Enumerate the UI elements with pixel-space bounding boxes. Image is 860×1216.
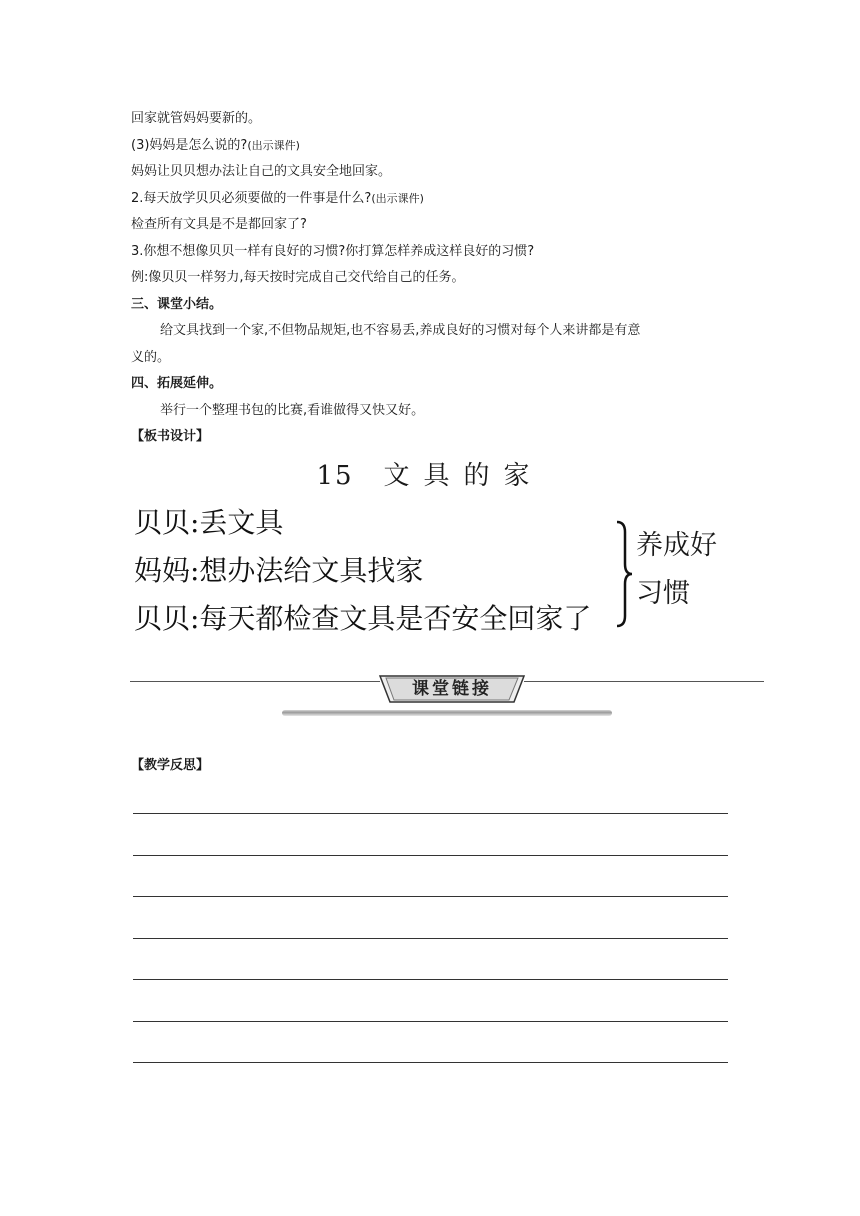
writing-line (133, 1062, 728, 1063)
text-line (131, 137, 300, 155)
curly-brace-icon (614, 520, 634, 628)
text-line (131, 190, 424, 208)
lesson-title: 文具的家 (383, 461, 544, 491)
text-line: 3.你想不想像贝贝一样有良好的习惯?你打算怎样养成这样良好的习惯? (131, 244, 535, 259)
board-design-heading: 【板书设计】 (131, 429, 210, 444)
courseware-note: (出示课件) (247, 139, 300, 152)
question-text: 2.每天放学贝贝必须要做的一件事是什么? (131, 191, 372, 206)
text-line: 例:像贝贝一样努力,每天按时完成自己交代给自己的任务。 (131, 270, 465, 285)
divider (130, 681, 380, 682)
board-row: 妈妈:想办法给文具找家 (134, 554, 424, 587)
paragraph-line: 举行一个整理书包的比赛,看谁做得又快又好。 (160, 403, 425, 418)
reflection-heading: 【教学反思】 (131, 758, 210, 773)
section-heading: 四、拓展延伸。 (131, 376, 223, 391)
board-row: 贝贝:每天都检查文具是否安全回家了 (134, 602, 592, 635)
text-line: 检查所有文具是不是都回家了? (131, 217, 307, 232)
board-result: 养成好 (636, 530, 717, 561)
writing-line (133, 979, 728, 980)
writing-line (133, 813, 728, 814)
text-line: 回家就管妈妈要新的。 (131, 111, 262, 126)
writing-line (133, 938, 728, 939)
text-line: 妈妈让贝贝想办法让自己的文具安全地回家。 (131, 164, 392, 179)
banner-shadow (282, 710, 612, 716)
writing-line (133, 855, 728, 856)
writing-line (133, 896, 728, 897)
lesson-number: 15 (316, 461, 354, 491)
divider (524, 681, 764, 682)
board-title (0, 455, 860, 492)
paragraph-line: 义的。 (131, 350, 171, 365)
paragraph-line: 给文具找到一个家,不但物品规矩,也不容易丢,养成良好的习惯对每个人来讲都是有意 (160, 323, 641, 338)
banner-label: 课堂链接 (412, 679, 492, 699)
section-heading: 三、课堂小结。 (131, 297, 223, 312)
writing-line (133, 1021, 728, 1022)
question-text: (3)妈妈是怎么说的? (131, 138, 248, 153)
board-result: 习惯 (636, 578, 690, 609)
board-row: 贝贝:丢文具 (134, 506, 284, 539)
courseware-note: (出示课件) (371, 192, 424, 205)
